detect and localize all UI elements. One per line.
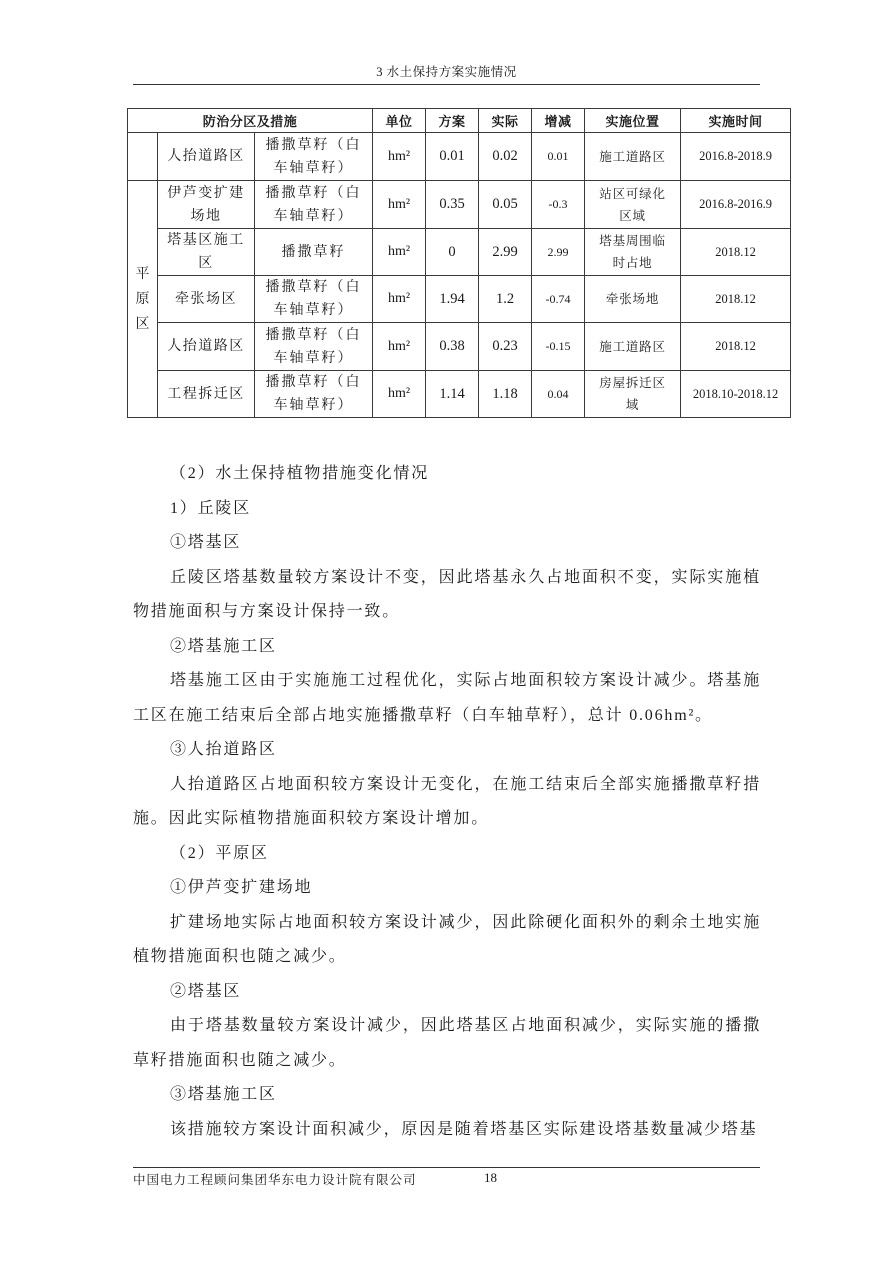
section-heading: （2）水土保持植物措施变化情况 — [170, 465, 430, 482]
area-cell — [158, 229, 255, 276]
measure-cell — [255, 133, 373, 181]
unit-cell: hm² — [373, 371, 426, 418]
change-cell: 0.04 — [532, 371, 585, 418]
plan-cell: 1.94 — [426, 276, 479, 323]
paragraph: 丘陵区塔基数量较方案设计不变，因此塔基永久占地面积不变，实际实施植物措施面积与方案设计保持一致。 — [133, 568, 761, 620]
location-text: 塔基周围临时占地 — [599, 234, 666, 270]
time-cell: 2018.12 — [681, 229, 791, 276]
measure-text: 播撒草籽（白车轴草籽） — [265, 327, 362, 366]
actual-cell: 2.99 — [479, 229, 532, 276]
paragraph: 人抬道路区占地面积较方案设计无变化，在施工结束后全部实施播撒草籽措施。因此实际植物措施面积较方案设计增加。 — [133, 775, 761, 827]
item-heading: ①塔基区 — [170, 534, 242, 551]
plan-cell: 1.14 — [426, 371, 479, 418]
header-plan: 方案 — [426, 109, 479, 133]
item-heading: ①伊芦变扩建场地 — [170, 879, 313, 896]
header-unit: 单位 — [373, 109, 426, 133]
page-number: 18 — [484, 1170, 497, 1185]
location-cell — [585, 371, 681, 418]
time-cell: 2016.8-2018.9 — [681, 133, 791, 181]
plan-cell: 0.38 — [426, 323, 479, 371]
change-cell: 0.01 — [532, 133, 585, 181]
area-text: 塔基区施工区 — [167, 233, 245, 271]
item-heading: ③人抬道路区 — [170, 741, 277, 758]
actual-cell: 0.02 — [479, 133, 532, 181]
header-actual: 实际 — [479, 109, 532, 133]
location-text: 施工道路区 — [599, 339, 666, 354]
change-cell: -0.15 — [532, 323, 585, 371]
area-text: 伊芦变扩建场地 — [167, 185, 245, 224]
measure-cell — [255, 371, 373, 418]
measure-text: 播撒草籽 — [281, 244, 346, 260]
table-row — [128, 229, 791, 276]
location-cell — [585, 181, 681, 229]
area-cell — [158, 276, 255, 323]
unit-cell: hm² — [373, 323, 426, 371]
area-text: 工程拆迁区 — [167, 386, 245, 402]
change-cell: -0.74 — [532, 276, 585, 323]
table-row — [128, 181, 791, 229]
table-row — [128, 276, 791, 323]
measure-cell — [255, 276, 373, 323]
subsection-heading: （2）平原区 — [170, 844, 269, 862]
time-cell: 2018.12 — [681, 323, 791, 371]
measure-cell — [255, 181, 373, 229]
measure-cell — [255, 229, 373, 276]
change-cell: -0.3 — [532, 181, 585, 229]
change-cell: 2.99 — [532, 229, 585, 276]
running-header-title: 3 水土保持方案实施情况 — [376, 65, 517, 79]
area-cell — [158, 323, 255, 371]
measure-cell — [255, 323, 373, 371]
actual-cell: 1.18 — [479, 371, 532, 418]
header-zone-measure: 防治分区及措施 — [128, 109, 373, 133]
group-label: 平原区 — [135, 266, 150, 332]
vegetation-measures-table — [127, 108, 791, 418]
paragraph: 该措施较方案设计面积减少，原因是随着塔基区实际建设塔基数量减少塔基 — [170, 1120, 758, 1138]
area-cell — [158, 371, 255, 418]
actual-cell: 1.2 — [479, 276, 532, 323]
unit-cell: hm² — [373, 229, 426, 276]
plan-cell: 0.35 — [426, 181, 479, 229]
header-rule — [133, 84, 760, 85]
plan-cell: 0 — [426, 229, 479, 276]
group-cell-plain — [128, 181, 158, 418]
unit-cell: hm² — [373, 133, 426, 181]
unit-cell: hm² — [373, 276, 426, 323]
location-cell — [585, 133, 681, 181]
area-cell — [158, 133, 255, 181]
paragraph: 由于塔基数量较方案设计减少，因此塔基区占地面积减少，实际实施的播撒草籽措施面积也随之减少。 — [133, 1017, 761, 1069]
location-cell — [585, 323, 681, 371]
subsection-heading: 1）丘陵区 — [170, 499, 252, 517]
location-cell — [585, 276, 681, 323]
header-location: 实施位置 — [585, 109, 681, 133]
measure-text: 播撒草籽（白车轴草籽） — [265, 375, 362, 413]
item-heading: ②塔基区 — [170, 982, 242, 1000]
table-row — [128, 371, 791, 418]
time-cell: 2018.10-2018.12 — [681, 371, 791, 418]
footer-rule — [133, 1167, 760, 1168]
plan-cell: 0.01 — [426, 133, 479, 181]
time-cell: 2016.8-2016.9 — [681, 181, 791, 229]
item-heading: ③塔基施工区 — [170, 1086, 277, 1103]
area-text: 人抬道路区 — [167, 149, 245, 164]
location-text: 牵张场地 — [605, 292, 660, 306]
body-text — [133, 457, 761, 1147]
header-time: 实施时间 — [681, 109, 791, 133]
area-text: 牵张场区 — [175, 291, 237, 307]
area-cell — [158, 181, 255, 229]
header-change: 增减 — [532, 109, 585, 133]
footer-company: 中国电力工程顾问集团华东电力设计院有限公司 — [133, 1173, 417, 1187]
table-row — [128, 133, 791, 181]
unit-cell: hm² — [373, 181, 426, 229]
location-text: 施工道路区 — [599, 149, 666, 164]
location-text: 站区可绿化区域 — [599, 186, 666, 223]
actual-cell: 0.05 — [479, 181, 532, 229]
paragraph: 塔基施工区由于实施施工过程优化，实际占地面积较方案设计减少。塔基施工区在施工结束后全部占地实施播撒草籽（白车轴草籽），总计 0.06hm²。 — [133, 672, 761, 724]
actual-cell: 0.23 — [479, 323, 532, 371]
area-text: 人抬道路区 — [167, 339, 245, 354]
group-cell-continued — [128, 133, 158, 181]
location-cell — [585, 229, 681, 276]
location-text: 房屋拆迁区域 — [599, 376, 666, 412]
measure-text: 播撒草籽（白车轴草籽） — [265, 185, 362, 224]
table-header-row — [128, 109, 791, 133]
measure-text: 播撒草籽（白车轴草籽） — [265, 137, 362, 176]
item-heading: ②塔基施工区 — [170, 637, 277, 655]
table-row — [128, 323, 791, 371]
paragraph: 扩建场地实际占地面积较方案设计减少，因此除硬化面积外的剩余土地实施植物措施面积也随之减少。 — [133, 913, 761, 965]
time-cell: 2018.12 — [681, 276, 791, 323]
measure-text: 播撒草籽（白车轴草籽） — [265, 280, 362, 318]
